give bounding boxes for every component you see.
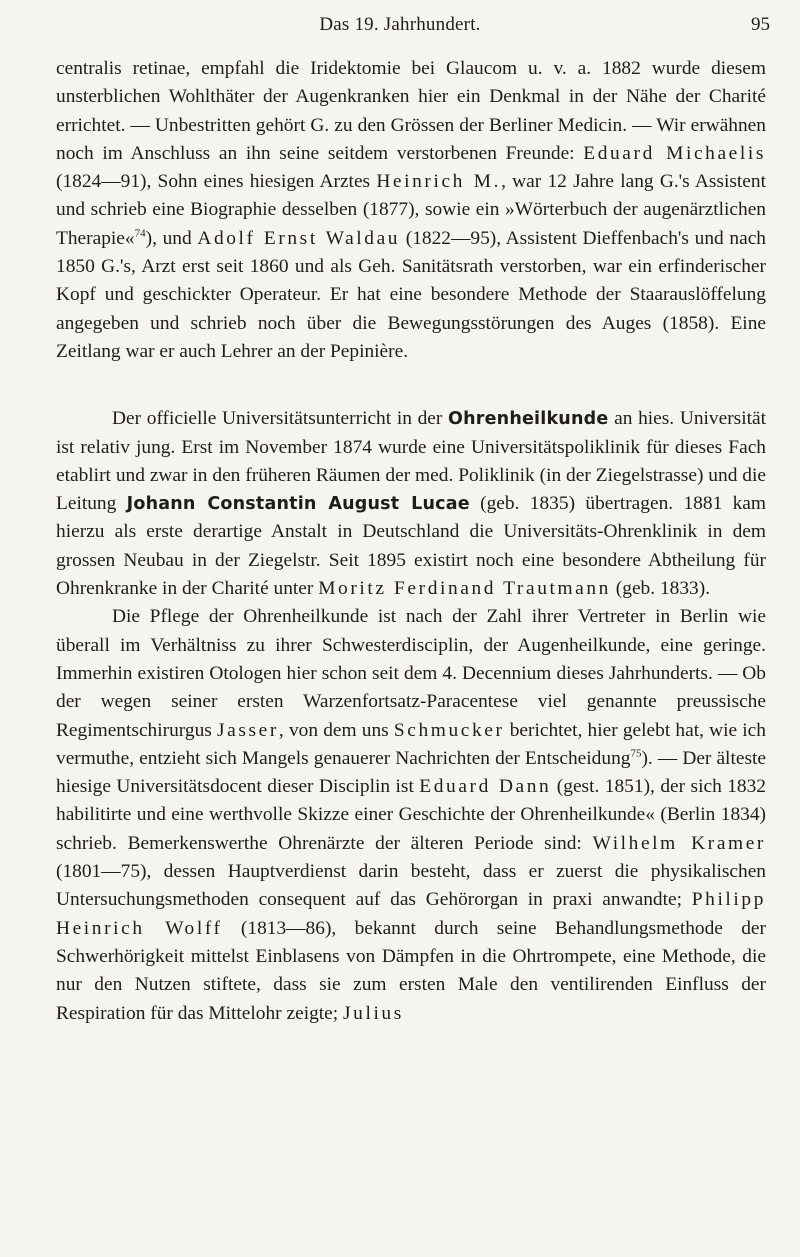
spaced-name: Eduard Dann xyxy=(419,776,552,798)
text-run: ). — Der älteste hiesige Universitätsdocent dieser Disciplin ist xyxy=(56,747,766,798)
text-run: (geb. 1833). xyxy=(610,578,711,600)
paragraph-2 xyxy=(56,405,766,603)
text-run: , war 12 Jahre lang G.'s Assistent und schrieb eine Biographie desselben (1877), sowie ein »Wörterbuch der augenärztlichen Therapie« xyxy=(56,171,766,249)
text-run: (1824—91), Sohn eines hiesigen Arztes xyxy=(56,171,377,193)
body-text xyxy=(56,55,766,1028)
spaced-name: Julius xyxy=(343,1002,404,1024)
text-run: (1822—95), Assistent Dieffenbach's und nach 1850 G.'s, Arzt erst seit 1860 und als Geh. Sanitätsrath verstorben, war ein erfinderischer Kopf und geschickter Operateur. Er hat eine besondere Methode der Staarauslöffelung angegeben und schrieb noch über die Bewegungsstörungen des Auges (1858). Eine Zeitlang war er auch Lehrer an der Pepinière. xyxy=(56,227,767,362)
footnote-marker: 75 xyxy=(630,747,642,760)
spaced-name: Heinrich M. xyxy=(376,171,502,193)
text-run: ), und xyxy=(145,227,198,249)
spaced-name: Wilhelm Kramer xyxy=(592,832,766,854)
text-run: Die Pflege der Ohrenheilkunde ist nach der Zahl ihrer Vertreter in Berlin wie überall im Verhältniss zu ihrer Schwesterdisciplin, der Augenheilkunde, eine geringe. Immerhin existiren Otologen hier schon seit dem 4. Decennium dieses Jahrhunderts. — Ob der wegen seiner ersten Warzenfortsatz-Paracentese viel genannte preussische Regimentschirurgus xyxy=(56,606,766,741)
text-run: centralis retinae, empfahl die Iridektomie bei Glaucom u. v. a. 1882 wurde diesem unsterblichen Wohlthäter der Augenkranken hier ein Denkmal in der Nähe der Charité errichtet. — Unbestritten gehört G. zu den Grössen der Berliner Medicin. — Wir erwähnen noch im Anschluss an ihn seine seitdem verstorbenen Freunde: xyxy=(56,58,766,164)
footnote-marker: 74 xyxy=(134,227,146,240)
text-run: Der officielle Universitätsunterricht in der xyxy=(112,408,449,430)
running-title: Das 19. Jahrhundert. xyxy=(319,14,481,35)
paragraph-3 xyxy=(56,603,766,1027)
text-run: berichtet, hier gelebt hat, wie ich vermuthe, entzieht sich Mangels genauerer Nachrichten der Entscheidung xyxy=(56,719,766,769)
spaced-name: Adolf Ernst Waldau xyxy=(197,227,401,249)
bold-term: Johann Constantin August Lucae xyxy=(126,494,470,515)
spaced-name: Eduard Michaelis xyxy=(583,142,767,164)
spaced-name: Philipp Heinrich Wolff xyxy=(56,889,766,939)
spaced-name: Jasser xyxy=(217,719,279,741)
text-run: (geb. 1835) übertragen. 1881 kam hierzu als erste derartige Anstalt in Deutschland die Universitäts-Ohrenklinik in dem grossen Neubau in der Ziegelstr. Seit 1895 existirt noch eine besondere Abtheilung für Ohrenkranke in der Charité unter xyxy=(56,493,766,600)
paragraph-1 xyxy=(56,55,766,366)
page-number: 95 xyxy=(751,14,770,35)
spaced-name: Schmucker xyxy=(393,719,505,741)
text-run: (1801—75), dessen Hauptverdienst darin besteht, dass er zuerst die physikalischen Untersuchungsmethoden consequent auf das Gehörorgan in praxi anwandte; xyxy=(56,861,766,911)
text-run: , von dem uns xyxy=(278,719,394,741)
text-run: an hies. Universität ist relativ jung. Erst im November 1874 wurde eine Universitätspoliklinik für dieses Fach etablirt und zwar in den früheren Räumen der med. Poliklinik (in der Ziegelstrasse) und die Leitung xyxy=(56,408,766,515)
bold-term: Ohrenheilkunde xyxy=(448,409,609,430)
text-run: (gest. 1851), der sich 1832 habilitirte und eine werthvolle Skizze einer Geschichte der Ohrenheilkunde« (Berlin 1834) schrieb. Bemerkenswerthe Ohrenärzte der älteren Periode sind: xyxy=(56,776,766,854)
text-run: (1813—86), bekannt durch seine Behandlungsmethode der Schwerhörigkeit mittelst Einblasens von Dämpfen in die Ohrtrompete, eine Methode, die nur den Nutzen stiftete, dass sie zum ersten Male den ventilirenden Einfluss der Respiration für das Mittelohr zeigte; xyxy=(56,917,766,1024)
spaced-name: Moritz Ferdinand Trautmann xyxy=(318,578,611,600)
